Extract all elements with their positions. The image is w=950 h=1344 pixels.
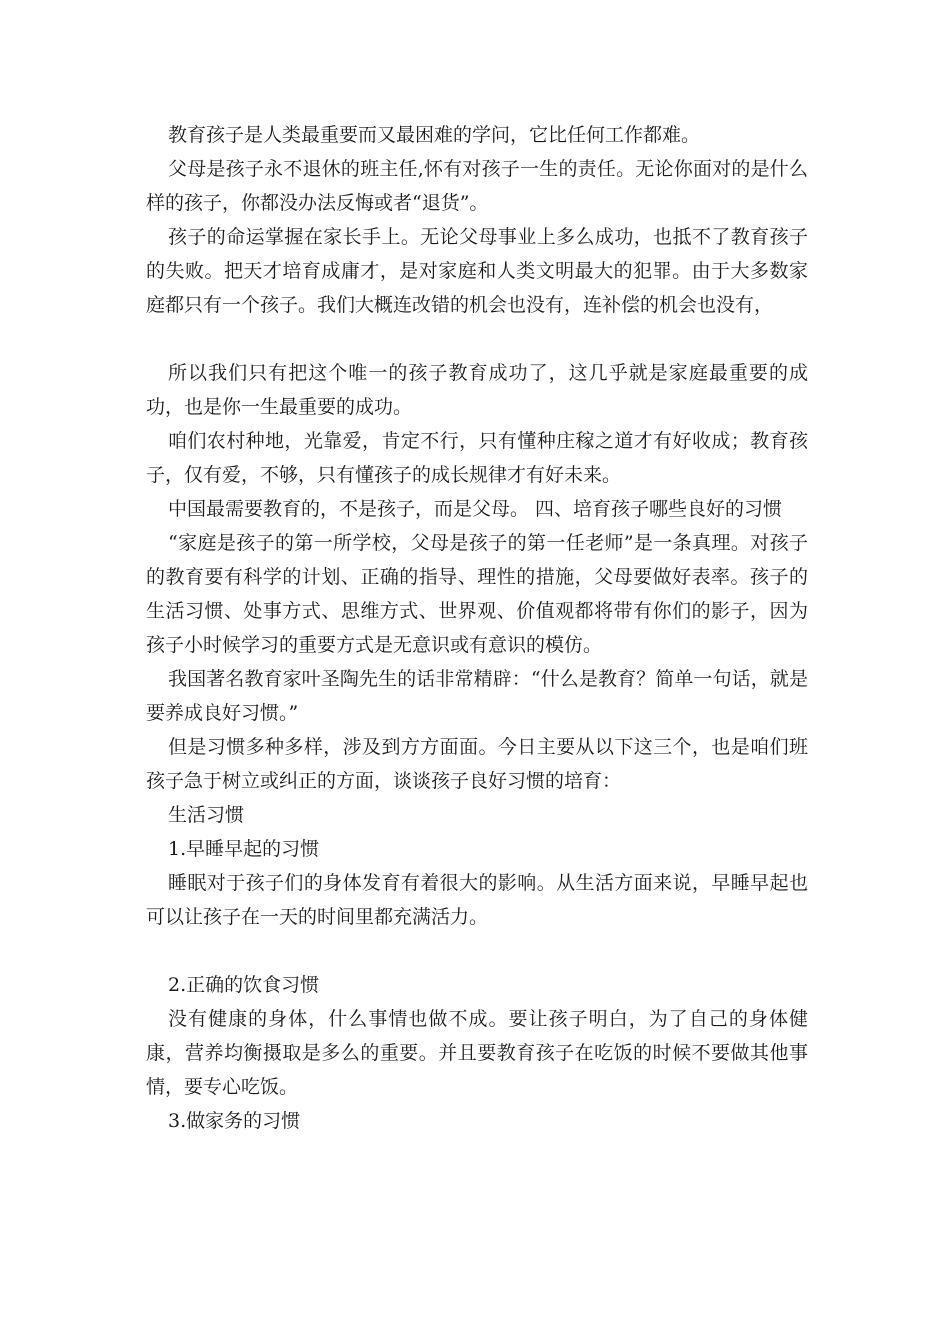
paragraph: 父母是孩子永不退休的班主任,怀有对孩子一生的责任。无论你面对的是什么样的孩子，你都没办法反悔或者“退货”。	[146, 158, 808, 214]
section-heading: 生活习惯	[168, 804, 245, 826]
paragraph: 中国最需要教育的，不是孩子，而是父母。 四、培育孩子哪些良好的习惯	[168, 498, 783, 520]
paragraph: 我国著名教育家叶圣陶先生的话非常精辟：“什么是教育？简单一句话，就是要养成良好习惯。”	[146, 668, 808, 724]
document-body	[146, 118, 808, 1138]
paragraph: 睡眠对于孩子们的身体发育有着很大的影响。从生活方面来说，早睡早起也可以让孩子在一天的时间里都充满活力。	[146, 872, 808, 928]
subsection-heading: 3.做家务的习惯	[168, 1110, 301, 1132]
paragraph: 教育孩子是人类最重要而又最困难的学问，它比任何工作都难。	[168, 124, 701, 146]
paragraph: 孩子的命运掌握在家长手上。无论父母事业上多么成功，也抵不了教育孩子的失败。把天才培育成庸才，是对家庭和人类文明最大的犯罪。由于大多数家庭都只有一个孩子。我们大概连改错的机会也没有，连补偿的机会也没有，	[146, 226, 808, 316]
paragraph: 所以我们只有把这个唯一的孩子教育成功了，这几乎就是家庭最重要的成功，也是你一生最重要的成功。	[146, 362, 808, 418]
paragraph: 但是习惯多种多样，涉及到方方面面。今日主要从以下这三个，也是咱们班孩子急于树立或纠正的方面，谈谈孩子良好习惯的培育：	[146, 736, 808, 792]
paragraph-gap	[146, 322, 808, 356]
paragraph: 没有健康的身体，什么事情也做不成。要让孩子明白，为了自己的身体健康，营养均衡摄取是多么的重要。并且要教育孩子在吃饭的时候不要做其他事情，要专心吃饭。	[146, 1008, 808, 1098]
paragraph: “家庭是孩子的第一所学校，父母是孩子的第一任老师”是一条真理。对孩子的教育要有科学的计划、正确的指导、理性的措施，父母要做好表率。孩子的生活习惯、处事方式、思维方式、世界观、价值观都将带有你们的影子，因为孩子小时候学习的重要方式是无意识或有意识的模仿。	[146, 532, 808, 656]
paragraph-gap	[146, 934, 808, 968]
subsection-heading: 2.正确的饮食习惯	[168, 974, 320, 996]
paragraph: 咱们农村种地，光靠爱，肯定不行，只有懂种庄稼之道才有好收成；教育孩子，仅有爱，不够，只有懂孩子的成长规律才有好未来。	[146, 430, 808, 486]
subsection-heading: 1.早睡早起的习惯	[168, 838, 320, 860]
